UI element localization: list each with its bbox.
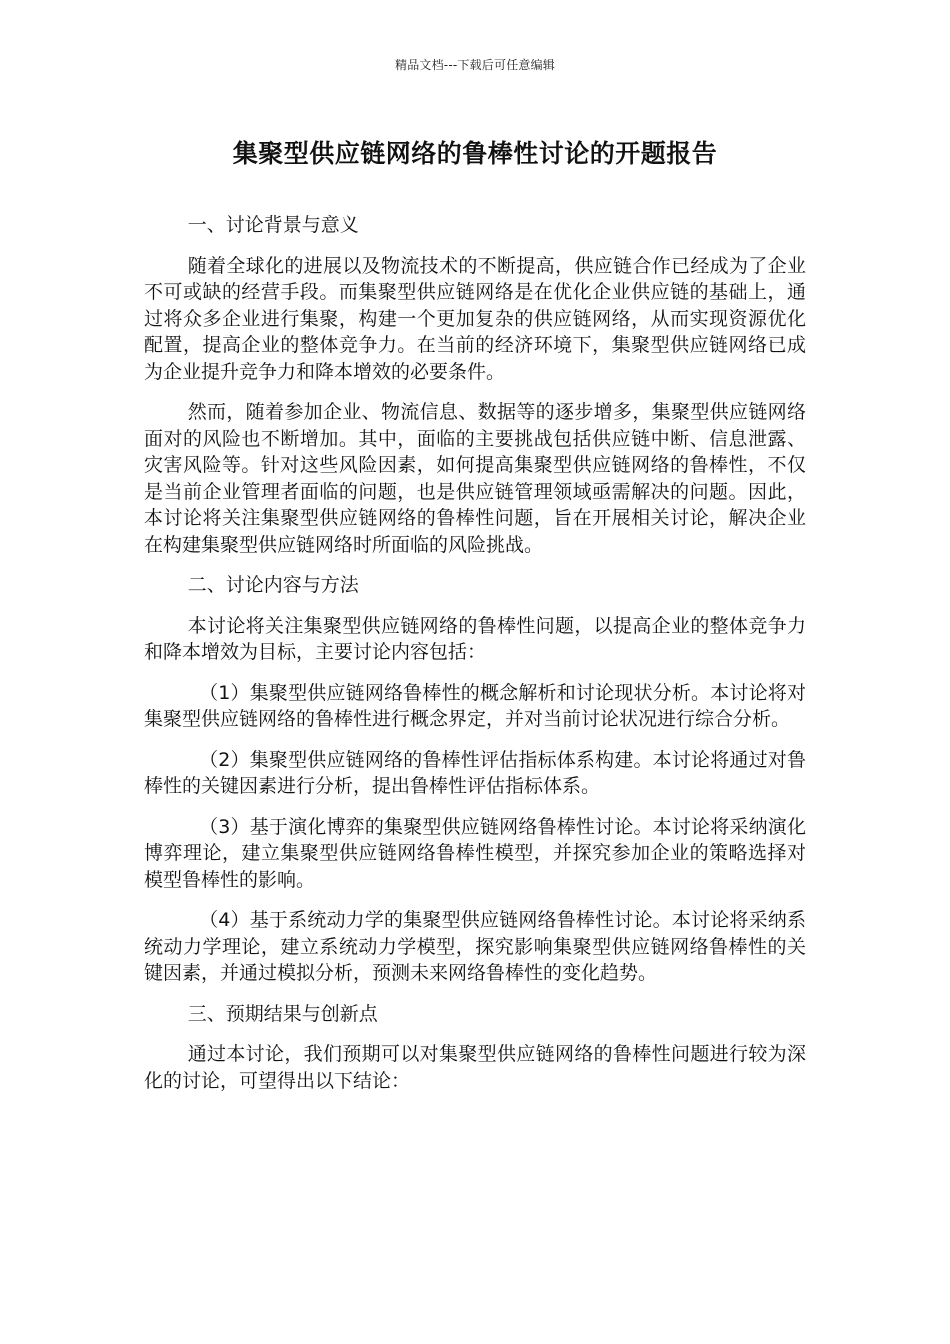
section-heading: 二、讨论内容与方法 [187,574,359,596]
section-heading: 三、预期结果与创新点 [187,1002,378,1025]
section-heading: 一、讨论背景与意义 [187,214,359,236]
paragraph: 本讨论将关注集聚型供应链网络的鲁棒性问题，以提高企业的整体竞争力和降本增效为目标，主要讨论内容包括： [144,614,806,663]
document-body [144,212,806,1108]
list-item: （2）集聚型供应链网络的鲁棒性评估指标体系构建。本讨论将通过对鲁棒性的关键因素进行分析，提出鲁棒性评估指标体系。 [144,748,806,797]
list-item: （1）集聚型供应链网络鲁棒性的概念解析和讨论现状分析。本讨论将对集聚型供应链网络的鲁棒性进行概念界定，并对当前讨论状况进行综合分析。 [144,681,806,730]
list-item: （4）基于系统动力学的集聚型供应链网络鲁棒性讨论。本讨论将采纳系统动力学理论，建立系统动力学模型，探究影响集聚型供应链网络鲁棒性的关键因素，并通过模拟分析，预测未来网络鲁棒性的变化趋势。 [144,909,806,984]
list-item: （3）基于演化博弈的集聚型供应链网络鲁棒性讨论。本讨论将采纳演化博弈理论，建立集聚型供应链网络鲁棒性模型，并探究参加企业的策略选择对模型鲁棒性的影响。 [144,815,806,891]
section-content-method [144,572,806,987]
section-background [144,212,806,558]
paragraph: 随着全球化的进展以及物流技术的不断提高，供应链合作已经成为了企业不可或缺的经营手段。而集聚型供应链网络是在优化企业供应链的基础上，通过将众多企业进行集聚，构建一个更加复杂的供应链网络，从而实现资源优化配置，提高企业的整体竞争力。在当前的经济环境下，集聚型供应链网络已成为企业提升竞争力和降本增效的必要条件。 [144,254,806,383]
header-note: 精品文档---下载后可任意编辑 [395,58,555,72]
paragraph: 通过本讨论，我们预期可以对集聚型供应链网络的鲁棒性问题进行较为深化的讨论，可望得出以下结论： [144,1043,806,1092]
paragraph: 然而，随着参加企业、物流信息、数据等的逐步增多，集聚型供应链网络面对的风险也不断增加。其中，面临的主要挑战包括供应链中断、信息泄露、灾害风险等。针对这些风险因素，如何提高集聚型供应链网络的鲁棒性，不仅是当前企业管理者面临的问题，也是供应链管理领域亟需解决的问题。因此，本讨论将关注集聚型供应链网络的鲁棒性问题，旨在开展相关讨论，解决企业在构建集聚型供应链网络时所面临的风险挑战。 [144,401,806,556]
section-expected-results [144,1001,806,1095]
document-title: 集聚型供应链网络的鲁棒性讨论的开题报告 [232,139,718,168]
